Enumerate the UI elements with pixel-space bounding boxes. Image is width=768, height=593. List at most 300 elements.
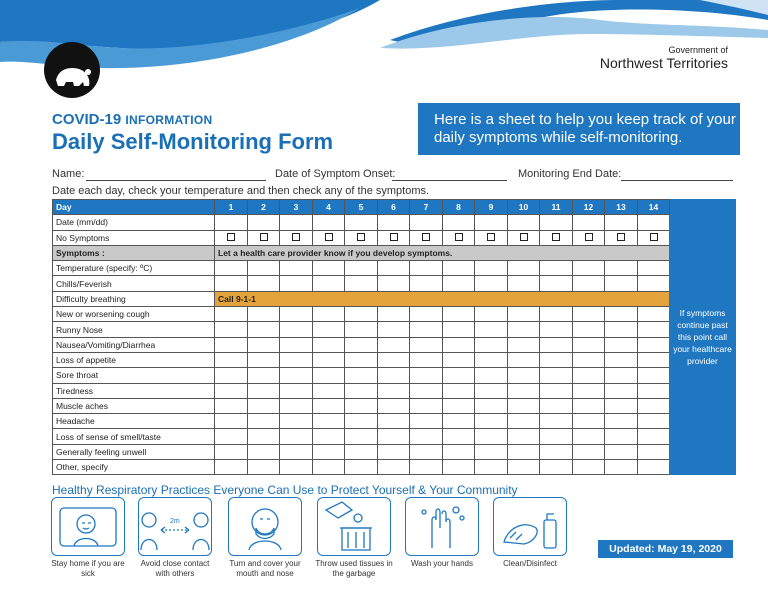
entry-cell[interactable] [410, 352, 443, 367]
entry-cell[interactable] [410, 322, 443, 337]
entry-cell[interactable] [638, 261, 670, 276]
side-note: If symptoms continue past this point call your healthcare provider [670, 200, 736, 475]
entry-cell[interactable] [345, 261, 378, 276]
entry-cell[interactable] [378, 322, 410, 337]
no-symptoms-checkbox-cell[interactable] [410, 230, 443, 245]
checkbox-icon[interactable] [357, 233, 365, 241]
entry-cell[interactable] [280, 414, 313, 429]
entry-cell[interactable] [215, 429, 248, 444]
entry-cell[interactable] [475, 352, 508, 367]
entry-cell[interactable] [638, 444, 670, 459]
distance-icon [138, 497, 212, 556]
entry-cell[interactable] [508, 429, 540, 444]
entry-cell[interactable] [443, 352, 475, 367]
entry-cell[interactable] [280, 398, 313, 413]
entry-cell[interactable] [540, 337, 573, 352]
row-label: Generally feeling unwell [53, 444, 215, 459]
entry-cell[interactable] [443, 276, 475, 291]
checkbox-icon[interactable] [487, 233, 495, 241]
row-label: No Symptoms [53, 230, 215, 245]
no-symptoms-checkbox-cell[interactable] [605, 230, 638, 245]
entry-cell[interactable] [313, 322, 345, 337]
entry-cell[interactable] [215, 261, 248, 276]
entry-cell[interactable] [443, 429, 475, 444]
day-cell: 13 [605, 200, 638, 215]
table-row-chills [53, 276, 736, 291]
entry-cell[interactable] [215, 383, 248, 398]
entry-cell[interactable] [638, 398, 670, 413]
entry-cell[interactable] [410, 429, 443, 444]
entry-cell[interactable] [313, 261, 345, 276]
entry-cell[interactable] [410, 261, 443, 276]
entry-cell[interactable] [573, 352, 605, 367]
entry-cell[interactable] [475, 460, 508, 475]
practice-label: Throw used tissues in the garbage [315, 559, 393, 578]
entry-cell[interactable] [378, 414, 410, 429]
entry-cell[interactable] [540, 261, 573, 276]
entry-cell[interactable] [378, 337, 410, 352]
entry-cell[interactable] [605, 429, 638, 444]
entry-cell[interactable] [410, 398, 443, 413]
checkbox-icon[interactable] [227, 233, 235, 241]
entry-cell[interactable] [410, 414, 443, 429]
entry-cell[interactable] [540, 322, 573, 337]
entry-cell[interactable] [280, 322, 313, 337]
checkbox-icon[interactable] [617, 233, 625, 241]
checkbox-icon[interactable] [650, 233, 658, 241]
row-label: Headache [53, 414, 215, 429]
entry-cell[interactable] [443, 398, 475, 413]
entry-cell[interactable] [443, 215, 475, 230]
practice-label: Stay home if you are sick [51, 559, 125, 578]
entry-cell[interactable] [443, 383, 475, 398]
entry-cell[interactable] [280, 276, 313, 291]
row-label: Date (mm/dd) [53, 215, 215, 230]
entry-cell[interactable] [540, 444, 573, 459]
entry-cell[interactable] [248, 368, 280, 383]
no-symptoms-checkbox-cell[interactable] [280, 230, 313, 245]
entry-cell[interactable] [638, 368, 670, 383]
entry-cell[interactable] [280, 429, 313, 444]
row-label: Chills/Feverish [53, 276, 215, 291]
day-cell: 9 [475, 200, 508, 215]
entry-cell[interactable] [540, 398, 573, 413]
entry-cell[interactable] [540, 460, 573, 475]
covid-info-label [52, 111, 212, 128]
entry-cell[interactable] [573, 460, 605, 475]
entry-cell[interactable] [248, 337, 280, 352]
entry-cell[interactable] [573, 368, 605, 383]
table-row-other [53, 460, 736, 475]
entry-cell[interactable] [248, 276, 280, 291]
entry-cell[interactable] [573, 383, 605, 398]
practice-label: Wash your hands [411, 559, 473, 568]
entry-cell[interactable] [248, 261, 280, 276]
entry-cell[interactable] [540, 368, 573, 383]
no-symptoms-checkbox-cell[interactable] [248, 230, 280, 245]
row-label: Runny Nose [53, 322, 215, 337]
table-row-headache [53, 414, 736, 429]
entry-cell[interactable] [280, 383, 313, 398]
entry-cell[interactable] [313, 398, 345, 413]
entry-cell[interactable] [378, 215, 410, 230]
entry-cell[interactable] [215, 414, 248, 429]
entry-cell[interactable] [215, 352, 248, 367]
entry-cell[interactable] [280, 352, 313, 367]
day-cell: 5 [345, 200, 378, 215]
entry-cell[interactable] [410, 215, 443, 230]
entry-cell[interactable] [313, 429, 345, 444]
entry-cell[interactable] [475, 337, 508, 352]
entry-cell[interactable] [540, 276, 573, 291]
entry-cell[interactable] [215, 276, 248, 291]
onset-field[interactable] [392, 180, 507, 181]
no-symptoms-checkbox-cell[interactable] [540, 230, 573, 245]
page-title: Daily Self-Monitoring Form [52, 129, 334, 154]
entry-cell[interactable] [573, 322, 605, 337]
updated-badge: Updated: May 19, 2020 [598, 540, 733, 558]
sick-in-bed-icon [51, 497, 125, 556]
table-row-cough [53, 307, 736, 322]
entry-cell[interactable] [345, 215, 378, 230]
entry-cell[interactable] [605, 398, 638, 413]
covid-text: COVID-19 [52, 111, 122, 128]
entry-cell[interactable] [443, 414, 475, 429]
entry-cell[interactable] [475, 322, 508, 337]
entry-cell[interactable] [378, 307, 410, 322]
entry-cell[interactable] [475, 261, 508, 276]
entry-cell[interactable] [443, 261, 475, 276]
entry-cell[interactable] [605, 368, 638, 383]
entry-cell[interactable] [443, 307, 475, 322]
entry-cell[interactable] [248, 414, 280, 429]
entry-cell[interactable] [540, 352, 573, 367]
entry-cell[interactable] [443, 337, 475, 352]
entry-cell[interactable] [443, 322, 475, 337]
entry-cell[interactable] [280, 261, 313, 276]
table-row-nausea [53, 337, 736, 352]
entry-cell[interactable] [248, 429, 280, 444]
form-fields [52, 168, 742, 182]
entry-cell[interactable] [475, 215, 508, 230]
day-cell: 2 [248, 200, 280, 215]
entry-cell[interactable] [508, 383, 540, 398]
day-cell: 14 [638, 200, 670, 215]
checkbox-icon[interactable] [520, 233, 528, 241]
wash-hands-icon [405, 497, 479, 556]
day-header: Day [53, 200, 215, 215]
entry-cell[interactable] [508, 368, 540, 383]
entry-cell[interactable] [638, 460, 670, 475]
entry-cell[interactable] [378, 352, 410, 367]
call-911-banner: Call 9-1-1 [215, 291, 670, 306]
row-label: Other, specify [53, 460, 215, 475]
checkbox-icon[interactable] [455, 233, 463, 241]
entry-cell[interactable] [378, 444, 410, 459]
day-cell: 11 [540, 200, 573, 215]
entry-cell[interactable] [638, 352, 670, 367]
entry-cell[interactable] [313, 337, 345, 352]
entry-cell[interactable] [573, 398, 605, 413]
entry-cell[interactable] [378, 460, 410, 475]
table-row-throat [53, 368, 736, 383]
entry-cell[interactable] [638, 322, 670, 337]
row-label: Muscle aches [53, 398, 215, 413]
practice-label: Turn and cover your mouth and nose [229, 559, 301, 578]
table-row-appetite [53, 352, 736, 367]
entry-cell[interactable] [475, 307, 508, 322]
no-symptoms-checkbox-cell[interactable] [475, 230, 508, 245]
entry-cell[interactable] [540, 414, 573, 429]
entry-cell[interactable] [443, 460, 475, 475]
entry-cell[interactable] [638, 414, 670, 429]
entry-cell[interactable] [313, 307, 345, 322]
information-text: INFORMATION [125, 113, 213, 127]
monitoring-table [52, 199, 736, 475]
entry-cell[interactable] [345, 460, 378, 475]
entry-cell[interactable] [508, 337, 540, 352]
entry-cell[interactable] [280, 460, 313, 475]
day-cell: 10 [508, 200, 540, 215]
entry-cell[interactable] [508, 398, 540, 413]
entry-cell[interactable] [508, 261, 540, 276]
row-label: Nausea/Vomiting/Diarrhea [53, 337, 215, 352]
entry-cell[interactable] [345, 383, 378, 398]
entry-cell[interactable] [280, 444, 313, 459]
checkbox-icon[interactable] [260, 233, 268, 241]
entry-cell[interactable] [313, 368, 345, 383]
entry-cell[interactable] [638, 307, 670, 322]
entry-cell[interactable] [345, 337, 378, 352]
entry-cell[interactable] [248, 322, 280, 337]
name-field[interactable] [86, 180, 266, 181]
no-symptoms-checkbox-cell[interactable] [638, 230, 670, 245]
name-label: Name: [52, 168, 85, 180]
practice-wash [400, 497, 484, 569]
entry-cell[interactable] [638, 215, 670, 230]
table-row-no-symptoms [53, 230, 736, 245]
government-branding [600, 45, 728, 71]
entry-cell[interactable] [248, 215, 280, 230]
no-symptoms-checkbox-cell[interactable] [313, 230, 345, 245]
symptoms-note: Let a health care provider know if you develop symptoms. [215, 245, 670, 260]
entry-cell[interactable] [475, 398, 508, 413]
entry-cell[interactable] [605, 322, 638, 337]
entry-cell[interactable] [605, 444, 638, 459]
entry-cell[interactable] [508, 444, 540, 459]
entry-cell[interactable] [638, 383, 670, 398]
table-row-temperature [53, 261, 736, 276]
entry-cell[interactable] [378, 261, 410, 276]
table-row-runny [53, 322, 736, 337]
entry-cell[interactable] [345, 352, 378, 367]
entry-cell[interactable] [508, 460, 540, 475]
entry-cell[interactable] [378, 276, 410, 291]
entry-cell[interactable] [215, 460, 248, 475]
entry-cell[interactable] [410, 368, 443, 383]
entry-cell[interactable] [508, 322, 540, 337]
entry-cell[interactable] [605, 352, 638, 367]
entry-cell[interactable] [215, 398, 248, 413]
practice-cover [223, 497, 307, 579]
entry-cell[interactable] [378, 429, 410, 444]
no-symptoms-checkbox-cell[interactable] [378, 230, 410, 245]
entry-cell[interactable] [313, 276, 345, 291]
entry-cell[interactable] [573, 414, 605, 429]
entry-cell[interactable] [248, 444, 280, 459]
entry-cell[interactable] [280, 368, 313, 383]
entry-cell[interactable] [475, 276, 508, 291]
entry-cell[interactable] [475, 444, 508, 459]
entry-cell[interactable] [280, 337, 313, 352]
entry-cell[interactable] [215, 368, 248, 383]
entry-cell[interactable] [313, 383, 345, 398]
entry-cell[interactable] [540, 215, 573, 230]
entry-cell[interactable] [313, 460, 345, 475]
entry-cell[interactable] [605, 276, 638, 291]
checkbox-icon[interactable] [325, 233, 333, 241]
entry-cell[interactable] [638, 337, 670, 352]
day-cell: 12 [573, 200, 605, 215]
practice-disinfect [488, 497, 572, 569]
intro-box: Here is a sheet to help you keep track of your daily symptoms while self-monitoring. [418, 103, 740, 155]
entry-cell[interactable] [313, 215, 345, 230]
entry-cell[interactable] [280, 307, 313, 322]
entry-cell[interactable] [248, 383, 280, 398]
entry-cell[interactable] [508, 215, 540, 230]
day-cell: 3 [280, 200, 313, 215]
onset-label: Date of Symptom Onset: [275, 168, 396, 180]
entry-cell[interactable] [345, 429, 378, 444]
entry-cell[interactable] [215, 444, 248, 459]
day-cell: 6 [378, 200, 410, 215]
no-symptoms-checkbox-cell[interactable] [508, 230, 540, 245]
bear-logo [44, 42, 100, 98]
distance-label: 2m [170, 518, 180, 525]
entry-cell[interactable] [410, 444, 443, 459]
entry-cell[interactable] [475, 368, 508, 383]
entry-cell[interactable] [475, 414, 508, 429]
checkbox-icon[interactable] [292, 233, 300, 241]
entry-cell[interactable] [508, 307, 540, 322]
disinfect-icon [493, 497, 567, 556]
entry-cell[interactable] [345, 398, 378, 413]
entry-cell[interactable] [475, 429, 508, 444]
entry-cell[interactable] [345, 276, 378, 291]
entry-cell[interactable] [215, 322, 248, 337]
entry-cell[interactable] [345, 444, 378, 459]
entry-cell[interactable] [410, 383, 443, 398]
entry-cell[interactable] [638, 276, 670, 291]
row-label: Loss of sense of smell/taste [53, 429, 215, 444]
entry-cell[interactable] [605, 307, 638, 322]
entry-cell[interactable] [345, 414, 378, 429]
checkbox-icon[interactable] [390, 233, 398, 241]
entry-cell[interactable] [345, 307, 378, 322]
practices-title: Healthy Respiratory Practices Everyone Can Use to Protect Yourself & Your Community [52, 483, 518, 497]
entry-cell[interactable] [248, 460, 280, 475]
end-date-field[interactable] [621, 180, 733, 181]
entry-cell[interactable] [215, 337, 248, 352]
checkbox-icon[interactable] [585, 233, 593, 241]
entry-cell[interactable] [573, 307, 605, 322]
entry-cell[interactable] [573, 429, 605, 444]
checkbox-icon[interactable] [552, 233, 560, 241]
entry-cell[interactable] [215, 307, 248, 322]
gov-small-text: Government of [668, 45, 728, 55]
practice-tissues [312, 497, 396, 579]
entry-cell[interactable] [508, 414, 540, 429]
entry-cell[interactable] [410, 337, 443, 352]
instructions: Date each day, check your temperature and then check any of the symptoms. [52, 185, 430, 197]
checkbox-icon[interactable] [422, 233, 430, 241]
no-symptoms-checkbox-cell[interactable] [573, 230, 605, 245]
entry-cell[interactable] [508, 276, 540, 291]
entry-cell[interactable] [605, 414, 638, 429]
entry-cell[interactable] [345, 368, 378, 383]
table-row-unwell [53, 444, 736, 459]
entry-cell[interactable] [540, 307, 573, 322]
entry-cell[interactable] [638, 429, 670, 444]
no-symptoms-checkbox-cell[interactable] [443, 230, 475, 245]
row-label: Temperature (specify: ºC) [53, 261, 215, 276]
no-symptoms-checkbox-cell[interactable] [215, 230, 248, 245]
entry-cell[interactable] [378, 368, 410, 383]
entry-cell[interactable] [573, 444, 605, 459]
entry-cell[interactable] [248, 352, 280, 367]
entry-cell[interactable] [248, 398, 280, 413]
entry-cell[interactable] [605, 383, 638, 398]
entry-cell[interactable] [605, 337, 638, 352]
entry-cell[interactable] [605, 215, 638, 230]
entry-cell[interactable] [605, 460, 638, 475]
symptoms-heading-row [53, 245, 736, 260]
entry-cell[interactable] [573, 276, 605, 291]
entry-cell[interactable] [540, 429, 573, 444]
entry-cell[interactable] [313, 352, 345, 367]
entry-cell[interactable] [248, 307, 280, 322]
entry-cell[interactable] [378, 383, 410, 398]
no-symptoms-checkbox-cell[interactable] [345, 230, 378, 245]
practice-label: Clean/Disinfect [503, 559, 557, 568]
entry-cell[interactable] [475, 383, 508, 398]
entry-cell[interactable] [410, 460, 443, 475]
entry-cell[interactable] [410, 276, 443, 291]
entry-cell[interactable] [313, 414, 345, 429]
entry-cell[interactable] [280, 215, 313, 230]
entry-cell[interactable] [573, 261, 605, 276]
entry-cell[interactable] [410, 307, 443, 322]
entry-cell[interactable] [443, 444, 475, 459]
entry-cell[interactable] [345, 322, 378, 337]
entry-cell[interactable] [215, 215, 248, 230]
day-cell: 4 [313, 200, 345, 215]
table-row-smell [53, 429, 736, 444]
entry-cell[interactable] [540, 383, 573, 398]
row-label: New or worsening cough [53, 307, 215, 322]
entry-cell[interactable] [573, 337, 605, 352]
row-label: Tiredness [53, 383, 215, 398]
entry-cell[interactable] [443, 368, 475, 383]
entry-cell[interactable] [605, 261, 638, 276]
entry-cell[interactable] [313, 444, 345, 459]
practice-distance [133, 497, 217, 579]
gov-name: Northwest Territories [599, 55, 728, 71]
entry-cell[interactable] [378, 398, 410, 413]
entry-cell[interactable] [508, 352, 540, 367]
entry-cell[interactable] [573, 215, 605, 230]
row-label: Difficulty breathing [53, 291, 215, 306]
